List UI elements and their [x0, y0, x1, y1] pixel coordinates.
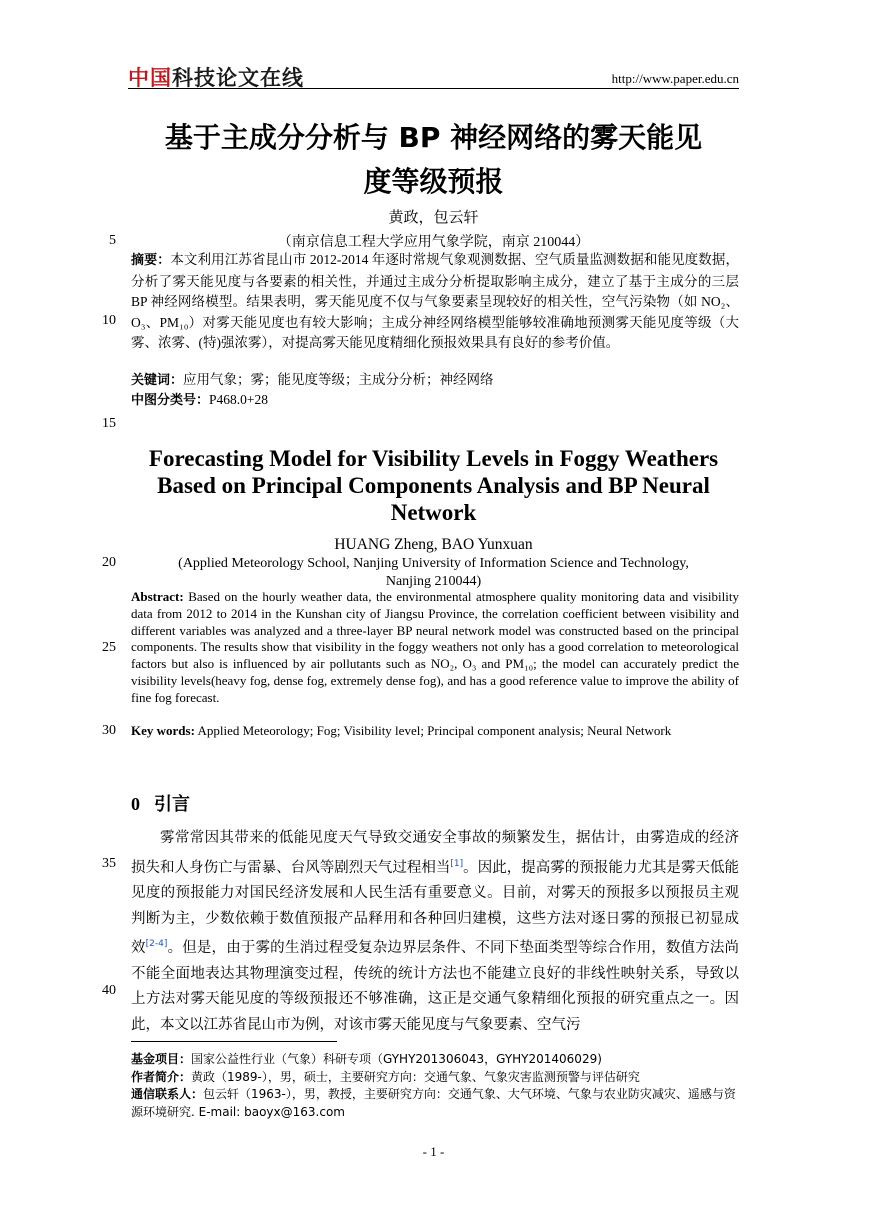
- line-number: 15: [102, 416, 116, 431]
- chinese-abstract-label: 摘要：: [131, 253, 171, 268]
- english-abstract: [131, 589, 739, 707]
- chinese-abstract-text: 本文利用江苏省昆山市 2012-2014 年逐时常规气象观测数据、空气质量监测数据和能见度数据，分析了雾天能见度与各要素的相关性，并通过主成分分析提取影响主成分，建立了基于主成分的三层 BP 神经网络模型。结果表明，雾天能见度不仅与气象要素呈现较好的相关性，空气污染物（如 NO₂、O₃、PM₁₀）对雾天能见度也有较大影响；主成分神经网络模型能够较准确地预测雾天能见度等级（大雾、浓雾、(特)强浓雾），对提高雾天能见度精细化预报效果具有良好的参考价值。: [131, 252, 739, 350]
- chinese-abstract: [131, 250, 739, 354]
- section-heading: [131, 790, 190, 816]
- line-number: 25: [102, 640, 116, 655]
- english-title: [128, 445, 739, 526]
- line-number: 10: [102, 313, 116, 328]
- chinese-title: [128, 116, 739, 204]
- footnote-contact-label: 通信联系人：: [131, 1087, 204, 1101]
- line-number: 35: [102, 856, 116, 871]
- chinese-keywords-text: 应用气象；雾；能见度等级；主成分分析；神经网络: [183, 372, 494, 387]
- chinese-clc-label: 中图分类号：: [131, 393, 210, 408]
- line-number: 5: [109, 233, 116, 248]
- chinese-title-line-2: 度等级预报: [363, 165, 504, 198]
- paragraph-text: 。但是，由于雾的生消过程受复杂边界层条件、不同下垫面类型等综合作用，数值方法尚不能全面地表达其物理演变过程，传统的统计方法也不能建立良好的非线性映射关系，导致以上方法对雾天能见度的等级预报还不够准确，这正是交通气象精细化预报的研究重点之一。因此，本文以江苏省昆山市为例，对该市雾天能见度与气象要素、空气污: [131, 940, 740, 1033]
- chinese-keywords-label: 关键词：: [131, 373, 184, 388]
- paragraph-text: 。因此，提高雾的预报能力尤其是雾天低能见度的预报能力对国民经济发展和人民生活有重要意义。目前，对雾天的预报多以预报员主观判断为主，少数依赖于数值预报产品释用和各种回归建模，这些方法对逐日雾的预报已初显成效: [131, 859, 740, 957]
- paragraph-text: 雾常常因其带来的低能见度天气导致交通安全事故的频繁发生，据估计，由雾造成的经济损失和人身伤亡与雷暴、台风等剧烈天气过程相当: [131, 830, 739, 876]
- english-title-line-1: Forecasting Model for Visibility Levels in Foggy Weathers: [148, 446, 719, 471]
- footnote-contact-text: 包云轩（1963-），男，教授，主要研究方向：交通气象、大气环境、气象与农业防灾减灾、遥感与资源环境研究. E-mail: baoyx@163.com: [131, 1087, 736, 1119]
- footnote-author-label: 作者简介：: [131, 1069, 192, 1084]
- logo-red-text: 中国: [128, 66, 172, 90]
- section-number: 0: [131, 794, 140, 814]
- footnote-rule: [131, 1041, 337, 1042]
- line-number: 40: [102, 983, 116, 998]
- citation-link[interactable]: [1]: [450, 858, 464, 869]
- logo-dark-text: 科技论文在线: [172, 66, 304, 90]
- footnotes: [131, 1051, 739, 1121]
- english-title-line-2: Based on Principal Components Analysis and BP Neural: [157, 473, 710, 498]
- english-affiliation-line-1: (Applied Meteorology School, Nanjing University of Information Science and Technology,: [178, 556, 689, 571]
- chinese-keywords: [131, 370, 739, 392]
- english-abstract-text: Based on the hourly weather data, the environmental atmosphere quality monitoring data and visibility data from 2012 to 2014 in the Kunshan city of Jiangsu Province, the correlation coefficient between visibility and different variables was analyzed and a three-layer BP neural network model was constructed based on the principal components. The results show that visibility in the foggy weathers not only has a good correlation to meteorological factors but also is influenced by air pollutants such as NO₂, O₃ and PM₁₀; the model can accurately predict the visibility levels(heavy fog, dense fog, extremely dense fog), and has a good reference value to improve the ability of fine fog forecast.: [131, 589, 739, 705]
- english-abstract-label: Abstract:: [131, 589, 184, 604]
- english-keywords-text: Applied Meteorology; Fog; Visibility level; Principal component analysis; Neural Network: [197, 723, 672, 738]
- chinese-clc: [131, 390, 739, 412]
- english-affiliation: [128, 555, 739, 591]
- chinese-affiliation: （南京信息工程大学应用气象学院，南京 210044）: [277, 235, 590, 250]
- english-affiliation-line-2: Nanjing 210044): [385, 574, 482, 589]
- footnote-fund-label: 基金项目：: [131, 1052, 192, 1066]
- chinese-title-line-1: 基于主成分分析与 BP 神经网络的雾天能见: [164, 121, 703, 154]
- english-keywords-label: Key words:: [131, 723, 195, 738]
- line-number: 30: [102, 723, 116, 738]
- citation-link[interactable]: [2-4]: [145, 939, 168, 950]
- english-title-line-3: Network: [390, 500, 477, 525]
- section-title: 引言: [154, 794, 190, 815]
- footnote-fund: [131, 1051, 739, 1069]
- english-authors: HUANG Zheng, BAO Yunxuan: [334, 536, 533, 553]
- footnote-contact: [131, 1086, 739, 1121]
- footnote-fund-text: 国家公益性行业（气象）科研专项（GYHY201306043，GYHY201406029): [191, 1052, 602, 1066]
- english-keywords: [131, 723, 739, 740]
- footnote-author: [131, 1069, 739, 1087]
- line-number: 20: [102, 555, 116, 570]
- footnote-author-text: 黄政（1989-），男，硕士，主要研究方向：交通气象、气象灾害监测预警与评估研究: [191, 1069, 640, 1084]
- introduction-paragraph: [131, 826, 739, 1038]
- chinese-authors: 黄政，包云轩: [388, 210, 479, 226]
- header-rule: [128, 88, 739, 89]
- page-number: - 1 -: [422, 1144, 445, 1159]
- header-url[interactable]: http://www.paper.edu.cn: [611, 71, 739, 86]
- chinese-clc-text: P468.0+28: [209, 392, 269, 407]
